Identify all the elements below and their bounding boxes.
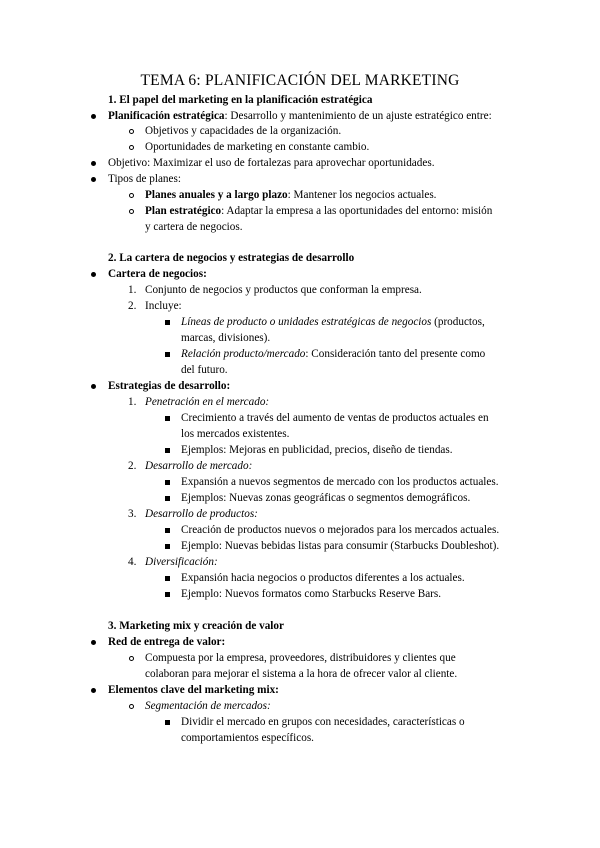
list-number: 1. <box>128 396 137 408</box>
list-item: Ejemplos: Nuevas zonas geográficas o segmentos demográficos. <box>181 492 471 504</box>
strategy-title: Desarrollo de mercado: <box>145 460 253 472</box>
list-item <box>145 555 218 569</box>
bullet-square-icon <box>165 320 170 325</box>
bullet-square-icon <box>165 720 170 725</box>
strategy-title: Desarrollo de productos: <box>145 508 258 520</box>
list-item: Ejemplo: Nuevos formatos como Starbucks Reserve Bars. <box>181 588 442 600</box>
list-item <box>108 109 492 123</box>
bullet-square-icon <box>165 528 170 533</box>
list-item: Incluye: <box>145 300 182 312</box>
list-item: Oportunidades de marketing en constante cambio. <box>145 141 370 153</box>
term: Plan estratégico <box>145 205 222 217</box>
list-item <box>145 395 269 409</box>
section-2-heading: 2. La cartera de negocios y estrategias de desarrollo <box>108 252 355 264</box>
list-item-continuation: los mercados existentes. <box>181 428 290 440</box>
list-item-text: : Desarrollo y mantenimiento de un ajuste estratégico entre: <box>224 110 492 122</box>
list-number: 4. <box>128 556 137 568</box>
list-item: Ejemplo: Nuevas bebidas listas para consumir (Starbucks Doubleshot). <box>181 540 500 552</box>
list-item-continuation: y cartera de negocios. <box>145 221 243 233</box>
list-item: Objetivos y capacidades de la organización. <box>145 125 342 137</box>
list-item-text: : Mantener los negocios actuales. <box>287 189 437 201</box>
bullet-circle-icon <box>129 704 134 709</box>
bullet-square-icon <box>165 352 170 357</box>
page-title: TEMA 6: PLANIFICACIÓN DEL MARKETING <box>140 72 460 89</box>
list-item: Red de entrega de valor: <box>108 636 226 648</box>
bullet-square-icon <box>165 592 170 597</box>
bullet-dot-icon <box>91 384 96 389</box>
section-1-heading: 1. El papel del marketing en la planificación estratégica <box>108 94 373 106</box>
list-number: 2. <box>128 300 137 312</box>
term: Relación producto/mercado <box>181 348 306 360</box>
list-item <box>145 204 492 218</box>
bullet-circle-icon <box>129 193 134 198</box>
list-item: Estrategias de desarrollo: <box>108 380 231 392</box>
list-item: Objetivo: Maximizar el uso de fortalezas para aprovechar oportunidades. <box>108 157 435 169</box>
list-item: Compuesta por la empresa, proveedores, distribuidores y clientes que <box>145 652 456 664</box>
list-item: Cartera de negocios: <box>108 268 207 280</box>
list-item <box>145 507 258 521</box>
list-item <box>181 315 485 329</box>
term: Planificación estratégica <box>108 110 225 122</box>
bullet-dot-icon <box>91 272 96 277</box>
bullet-square-icon <box>165 416 170 421</box>
bullet-circle-icon <box>129 209 134 214</box>
bullet-square-icon <box>165 576 170 581</box>
list-item: Elementos clave del marketing mix: <box>108 684 279 696</box>
list-number: 3. <box>128 508 137 520</box>
bullet-circle-icon <box>129 145 134 150</box>
list-item: Expansión hacia negocios o productos diferentes a los actuales. <box>181 572 465 584</box>
bullet-dot-icon <box>91 688 96 693</box>
bullet-dot-icon <box>91 177 96 182</box>
list-item: Conjunto de negocios y productos que conforman la empresa. <box>145 284 422 296</box>
list-item <box>145 188 436 202</box>
strategy-title: Penetración en el mercado: <box>145 396 270 408</box>
list-item-text: : Adaptar la empresa a las oportunidades del entorno: misión <box>221 205 493 217</box>
list-item: Ejemplos: Mejoras en publicidad, precios, diseño de tiendas. <box>181 444 453 456</box>
bullet-square-icon <box>165 496 170 501</box>
list-item-continuation: colaboran para mejorar el sistema a la hora de ofrecer valor al cliente. <box>145 668 458 680</box>
list-item: Dividir el mercado en grupos con necesidades, características o <box>181 716 465 728</box>
list-item: Tipos de planes: <box>108 173 181 185</box>
list-item: Crecimiento a través del aumento de ventas de productos actuales en <box>181 412 489 424</box>
section-3-heading: 3. Marketing mix y creación de valor <box>108 620 284 632</box>
term: Planes anuales y a largo plazo <box>145 189 288 201</box>
list-item-continuation: marcas, divisiones). <box>181 332 271 344</box>
list-item-text: : Consideración tanto del presente como <box>305 348 486 360</box>
list-number: 1. <box>128 284 137 296</box>
bullet-circle-icon <box>129 129 134 134</box>
list-item <box>145 459 252 473</box>
strategy-title: Diversificación: <box>145 556 218 568</box>
list-item-text: (productos, <box>431 316 485 328</box>
bullet-dot-icon <box>91 114 96 119</box>
term: Segmentación de mercados: <box>145 700 271 712</box>
bullet-square-icon <box>165 544 170 549</box>
bullet-dot-icon <box>91 640 96 645</box>
list-item-continuation: comportamientos específicos. <box>181 732 314 744</box>
bullet-square-icon <box>165 480 170 485</box>
bullet-dot-icon <box>91 161 96 166</box>
bullet-circle-icon <box>129 656 134 661</box>
bullet-square-icon <box>165 448 170 453</box>
list-item: Expansión a nuevos segmentos de mercado con los productos actuales. <box>181 476 499 488</box>
list-item <box>181 347 485 361</box>
term: Líneas de producto o unidades estratégicas de negocios <box>181 316 432 328</box>
list-item <box>145 699 271 713</box>
list-item: Creación de productos nuevos o mejorados para los mercados actuales. <box>181 524 500 536</box>
list-item-continuation: del futuro. <box>181 364 228 376</box>
list-number: 2. <box>128 460 137 472</box>
